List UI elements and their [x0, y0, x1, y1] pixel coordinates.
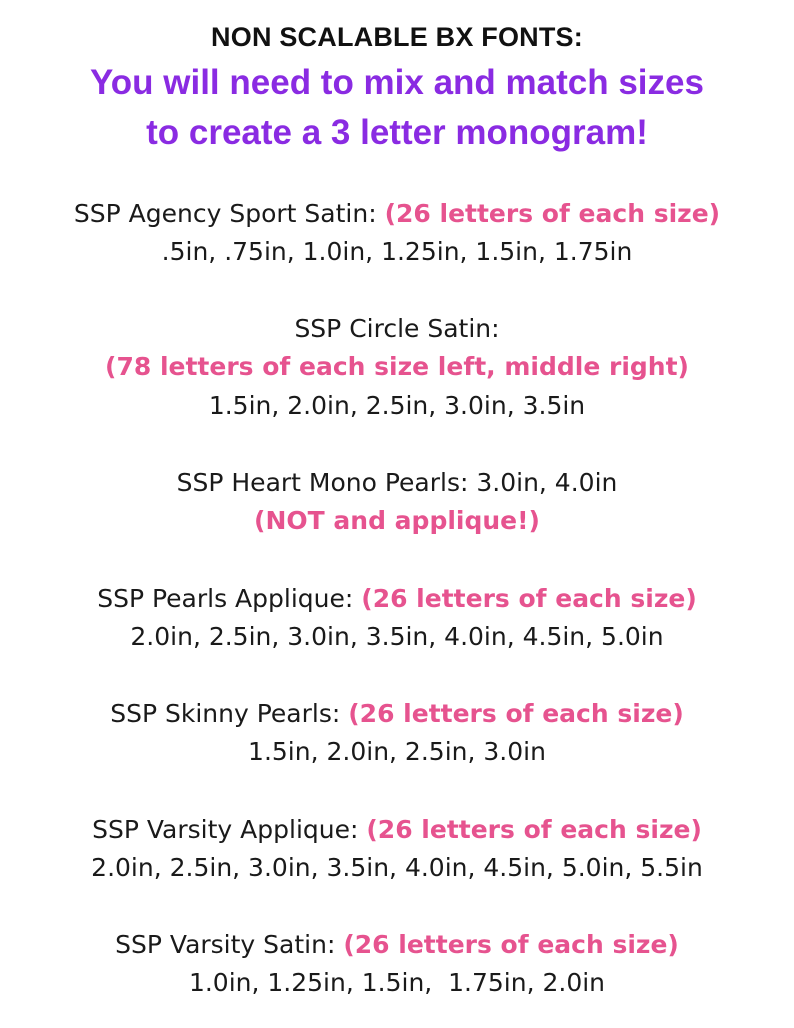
page-title: NON SCALABLE BX FONTS:: [211, 22, 583, 52]
font-sizes: 1.5in, 2.0in, 2.5in, 3.0in: [248, 737, 546, 766]
font-note: (78 letters of each size left, middle right): [105, 352, 689, 381]
font-sizes: 2.0in, 2.5in, 3.0in, 3.5in, 4.0in, 4.5in, 5.0in: [130, 622, 664, 651]
font-note: (26 letters of each size): [343, 930, 679, 959]
font-sizes: 1.0in, 1.25in, 1.5in, 1.75in, 2.0in: [188, 968, 606, 997]
font-note: (26 letters of each size): [348, 699, 684, 728]
font-name: SSP Skinny Pearls:: [110, 699, 341, 728]
font-entry-skinny-pearls: [0, 699, 794, 728]
font-note: (26 letters of each size): [384, 199, 721, 228]
font-name: SSP Agency Sport Satin:: [73, 199, 377, 228]
font-name: SSP Varsity Satin:: [115, 930, 336, 959]
font-note: (NOT and applique!): [254, 506, 540, 535]
font-sizes: 2.0in, 2.5in, 3.0in, 3.5in, 4.0in, 4.5in, 5.0in, 5.5in: [91, 853, 703, 882]
font-sizes: .5in, .75in, 1.0in, 1.25in, 1.5in, 1.75in: [161, 237, 633, 266]
font-entry-varsity-applique: [0, 815, 794, 844]
font-entry-pearls-applique: [0, 584, 794, 613]
subtitle-line-2: to create a 3 letter monogram!: [146, 113, 648, 152]
subtitle-line-1: You will need to mix and match sizes: [90, 63, 704, 102]
font-name-circle-satin: SSP Circle Satin:: [294, 314, 500, 343]
font-name-heart-mono-pearls: SSP Heart Mono Pearls: 3.0in, 4.0in: [176, 468, 618, 497]
font-name: SSP Pearls Applique:: [97, 584, 354, 613]
font-entry-varsity-satin: [0, 930, 794, 959]
font-note: (26 letters of each size): [366, 815, 702, 844]
font-name: SSP Varsity Applique:: [92, 815, 359, 844]
font-entry-agency-sport-satin: [0, 199, 794, 228]
font-note: (26 letters of each size): [361, 584, 697, 613]
font-sizes: 1.5in, 2.0in, 2.5in, 3.0in, 3.5in: [208, 391, 586, 420]
